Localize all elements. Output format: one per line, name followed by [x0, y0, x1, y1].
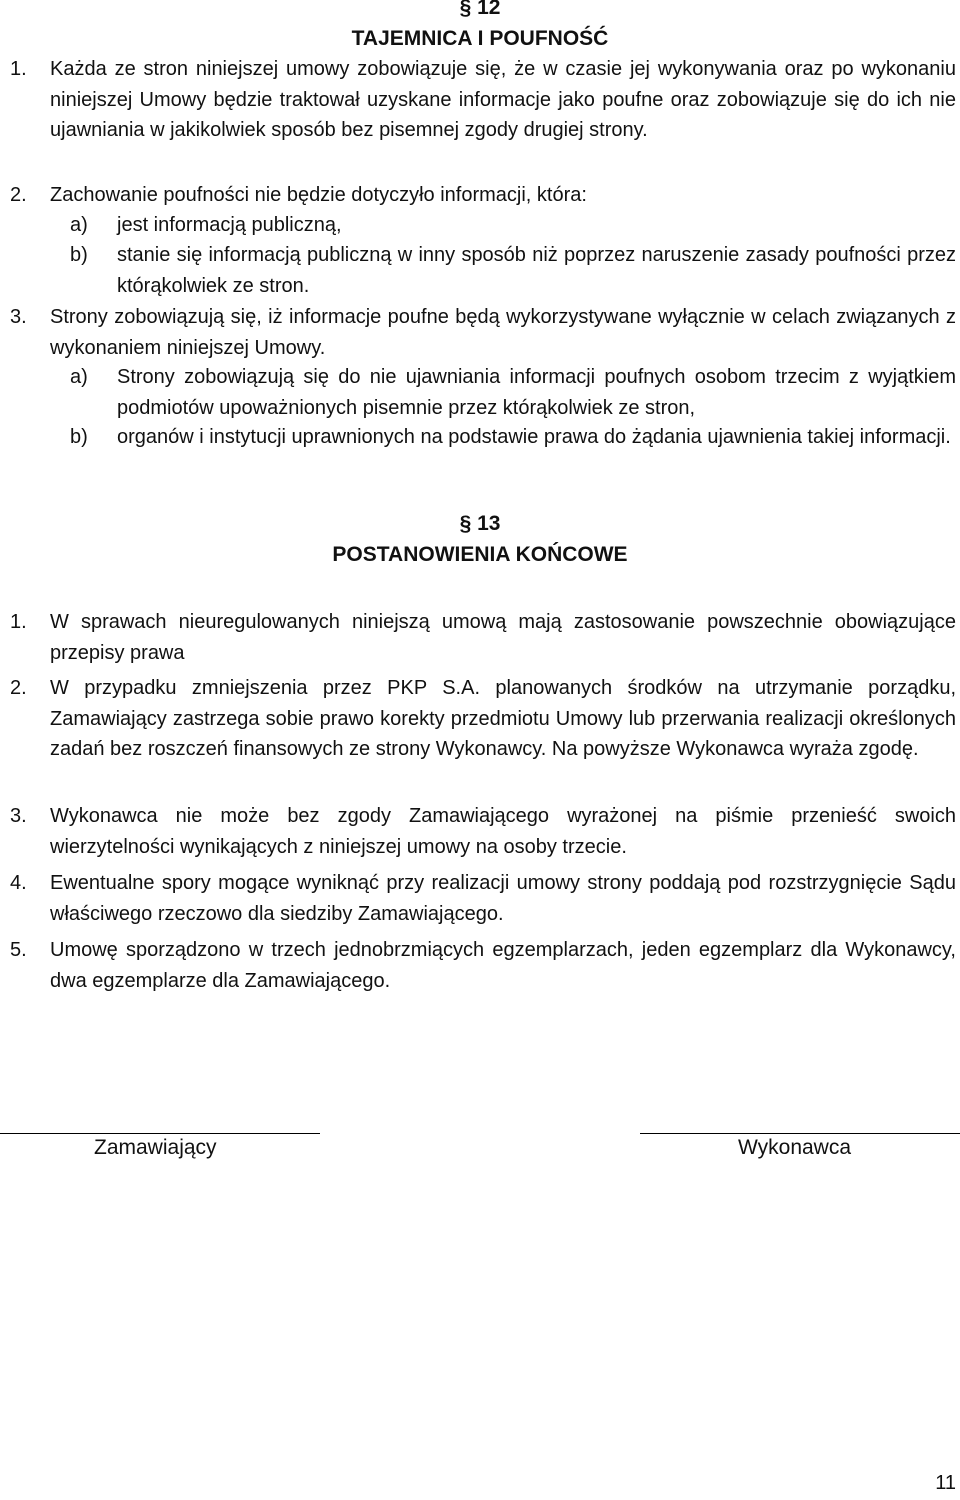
- section-12-item-3: [0, 302, 960, 363]
- item-text: Zachowanie poufności nie będzie dotyczyło informacji, która:: [50, 184, 587, 206]
- signature-label-right: Wykonawca: [738, 1136, 852, 1159]
- item-text: W przypadku zmniejszenia przez PKP S.A. planowanych środków na utrzymanie porządku, Zamawiający zastrzega sobie prawo korekty przedmiotu Umowy lub przerwania realizacji określonych zadań bez roszczeń finansowych ze strony Wykonawcy. Na powyższe Wykonawca wyraża zgodę.: [50, 677, 956, 760]
- section-12-item-3b: [0, 422, 960, 453]
- section-12-item-2a: [0, 210, 960, 241]
- item-number: 4.: [10, 872, 27, 894]
- item-text: Wykonawca nie może bez zgody Zamawiającego wyrażonej na piśmie przenieść swoich wierzytelności wynikających z niniejszej umowy na osoby trzecie.: [50, 805, 956, 858]
- section-13-item-2: [0, 673, 960, 765]
- item-number: 1.: [10, 58, 27, 80]
- section-13-item-1: [0, 607, 960, 668]
- item-number: 1.: [10, 611, 27, 633]
- item-text: organów i instytucji uprawnionych na podstawie prawa do żądania ujawnienia takiej informacji.: [117, 426, 951, 448]
- section-13-number: § 13: [459, 512, 501, 535]
- section-12-item-1: [0, 54, 960, 146]
- item-number: 3.: [10, 306, 27, 328]
- item-number: a): [70, 214, 88, 236]
- item-text: Ewentualne spory mogące wyniknąć przy realizacji umowy strony poddają pod rozstrzygnięcie Sądu właściwego rzeczowo dla siedziby Zamawiającego.: [50, 872, 956, 925]
- section-12-title: TAJEMNICA I POUFNOŚĆ: [351, 27, 609, 50]
- item-text: stanie się informacją publiczną w inny sposób niż poprzez naruszenie zasady poufności przez którąkolwiek ze stron.: [117, 244, 956, 297]
- item-number: b): [70, 244, 88, 266]
- section-13-item-3: [0, 801, 960, 862]
- section-13-item-5: [0, 935, 960, 996]
- signature-label-left: Zamawiający: [94, 1136, 217, 1159]
- section-12-item-2: [0, 180, 960, 211]
- section-13-title: POSTANOWIENIA KOŃCOWE: [332, 543, 628, 566]
- item-number: 2.: [10, 677, 27, 699]
- item-number: b): [70, 426, 88, 448]
- section-12-item-2b: [0, 240, 960, 301]
- section-12-item-3a: [0, 362, 960, 423]
- item-text: jest informacją publiczną,: [117, 214, 342, 236]
- item-number: a): [70, 366, 88, 388]
- item-text: Strony zobowiązują się do nie ujawniania informacji poufnych osobom trzecim z wyjątkiem podmiotów upoważnionych pisemnie przez którąkolwiek ze stron,: [117, 366, 956, 419]
- item-text: Każda ze stron niniejszej umowy zobowiązuje się, że w czasie jej wykonywania oraz po wykonaniu niniejszej Umowy będzie traktował uzyskane informacje jako poufne oraz zobowiązuje się do ich nie ujawniania w jakikolwiek sposób bez pisemnej zgody drugiej strony.: [50, 58, 956, 141]
- section-13-item-4: [0, 868, 960, 929]
- item-number: 5.: [10, 939, 27, 961]
- item-text: Umowę sporządzono w trzech jednobrzmiących egzemplarzach, jeden egzemplarz dla Wykonawcy, dwa egzemplarze dla Zamawiającego.: [50, 939, 956, 992]
- item-number: 3.: [10, 805, 27, 827]
- item-number: 2.: [10, 184, 27, 206]
- item-text: Strony zobowiązują się, iż informacje poufne będą wykorzystywane wyłącznie w celach związanych z wykonaniem niniejszej Umowy.: [50, 306, 956, 359]
- item-text: W sprawach nieuregulowanych niniejszą umową mają zastosowanie powszechnie obowiązujące przepisy prawa: [50, 611, 956, 664]
- signature-line-left: [0, 1133, 320, 1134]
- section-12-number: § 12: [459, 0, 501, 19]
- signature-line-right: [640, 1133, 960, 1134]
- page-number: 11: [935, 1472, 956, 1494]
